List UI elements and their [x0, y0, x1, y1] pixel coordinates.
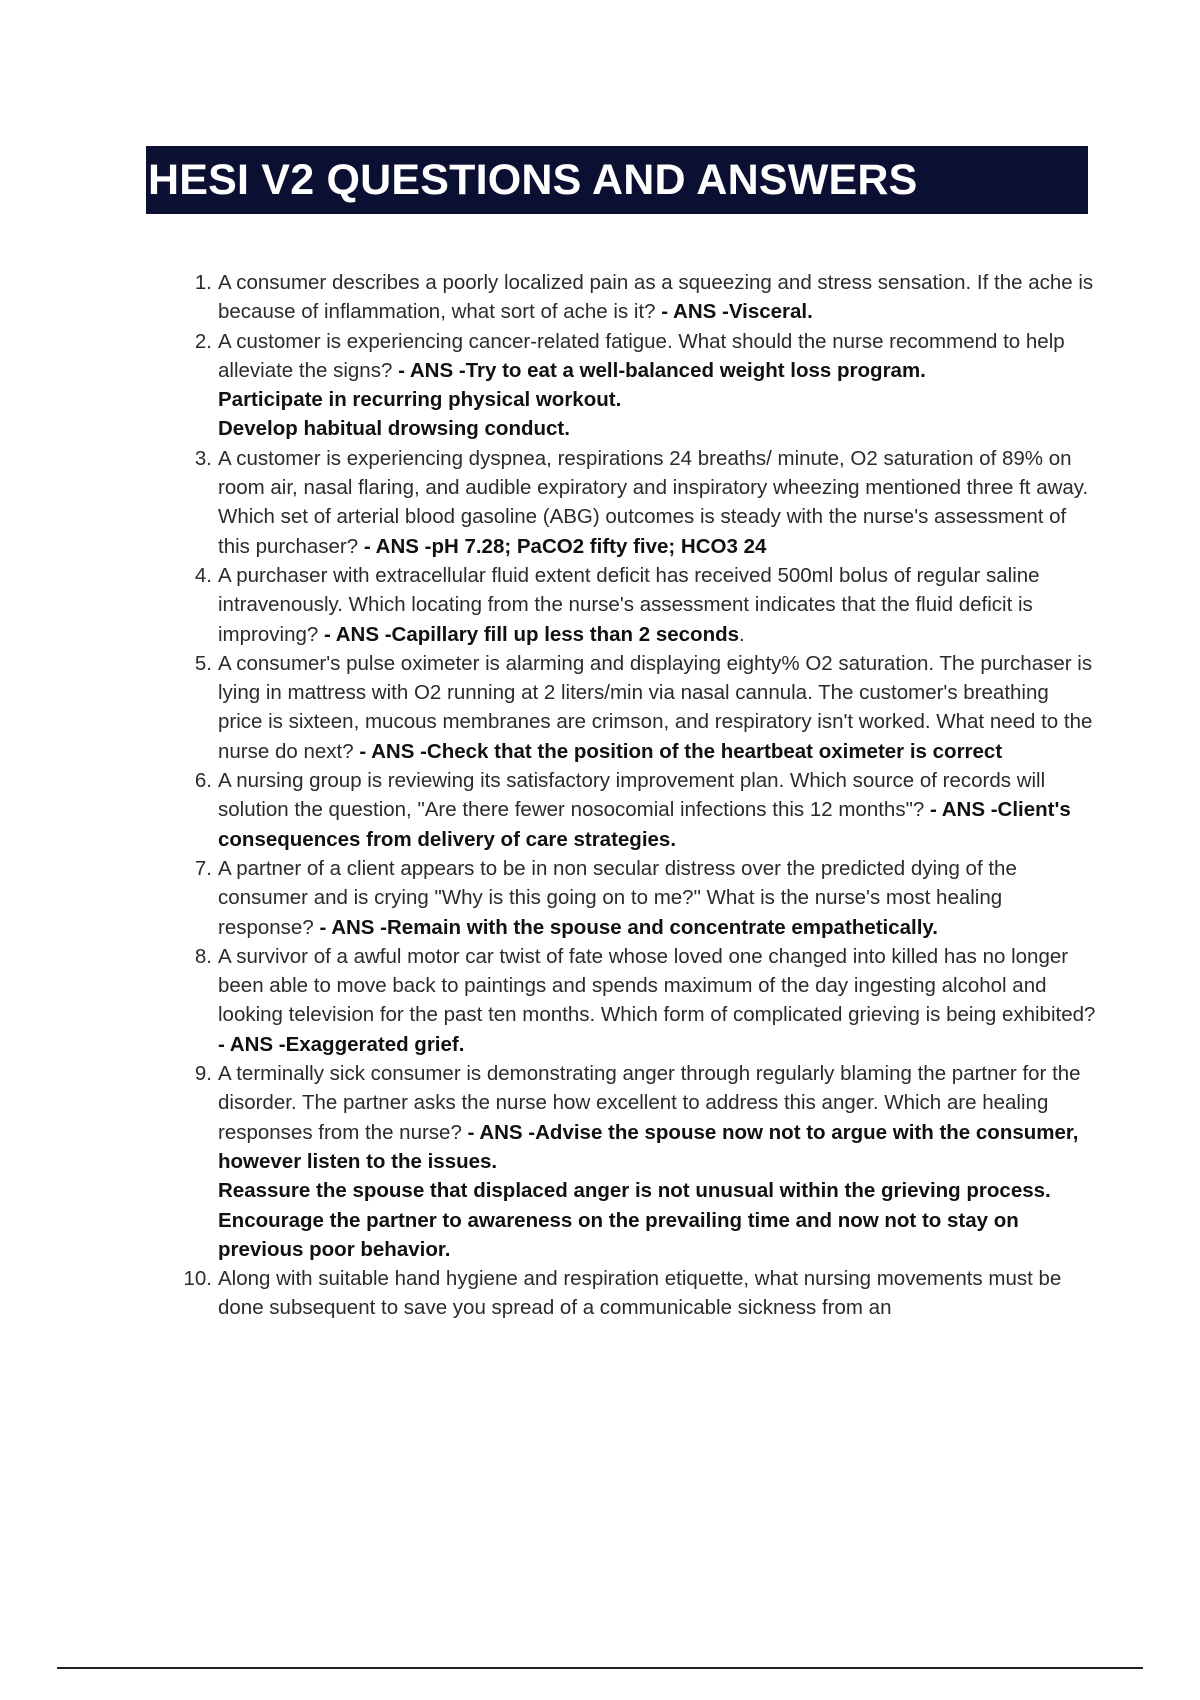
qa-item-3 — [176, 444, 1096, 561]
question-answer-list — [176, 268, 1096, 1323]
qa-item-10 — [176, 1264, 1096, 1323]
answer-line: Reassure the spouse that displaced anger is not unusual within the grieving process. — [218, 1179, 1051, 1203]
item-number: 6. — [194, 769, 212, 793]
qa-item-4 — [176, 561, 1096, 649]
item-number: 5. — [194, 651, 212, 675]
answer-text: - ANS -Exaggerated grief. — [218, 1032, 465, 1056]
item-number: 10. — [183, 1267, 212, 1291]
answer-text: - ANS -Visceral. — [661, 300, 813, 324]
footer-divider — [57, 1667, 1143, 1669]
question-text: A terminally sick consumer is demonstrating anger through regularly blaming the partner for the disorder. The partner asks the nurse how excellent to address this anger. Which are healing responses from the nurse? — [218, 1062, 1081, 1144]
question-text: A consumer's pulse oximeter is alarming and displaying eighty% O2 saturation. The purchaser is lying in mattress with O2 running at 2 liters/min via nasal cannula. The customer's breathing price is sixteen, mucous membranes are crimson, and respiratory isn't worked. What need to the nurse do next? — [218, 651, 1093, 763]
answer-text: - ANS -Check that the position of the heartbeat oximeter is correct — [359, 739, 1003, 763]
qa-item-7 — [176, 854, 1096, 942]
qa-item-8 — [176, 942, 1096, 1059]
answer-text: - ANS -pH 7.28; PaCO2 fifty five; HCO3 24 — [363, 534, 767, 558]
question-text: A nursing group is reviewing its satisfactory improvement plan. Which source of records will solution the question, "Are there fewer nosocomial infections this 12 months"? — [218, 769, 1046, 822]
answer-line: Encourage the partner to awareness on the prevailing time and now not to stay on previous poor behavior. — [218, 1208, 1019, 1261]
answer-line: Develop habitual drowsing conduct. — [218, 417, 570, 441]
question-text: A customer is experiencing dyspnea, respirations 24 breaths/ minute, O2 saturation of 89% on room air, nasal flaring, and audible expiratory and inspiratory wheezing mentioned three ft away. Which set of arterial blood gasoline (ABG) outcomes is steady with the nurse's assessment of this purchaser? — [218, 446, 1089, 558]
item-number: 8. — [194, 944, 212, 968]
question-text: A survivor of a awful motor car twist of fate whose loved one changed into killed has no longer been able to move back to paintings and spends maximum of the day ingesting alcohol and looking television for the past ten months. Which form of complicated grieving is being exhibited? — [218, 944, 1096, 1027]
item-number: 3. — [194, 446, 212, 470]
question-text: Along with suitable hand hygiene and respiration etiquette, what nursing movements must be done subsequent to save you spread of a communicable sickness from an — [218, 1267, 1062, 1320]
qa-item-5 — [176, 649, 1096, 766]
question-text: A customer is experiencing cancer-related fatigue. What should the nurse recommend to help alleviate the signs? — [218, 329, 1065, 382]
question-text: A consumer describes a poorly localized pain as a squeezing and stress sensation. If the ache is because of inflammation, what sort of ache is it? — [218, 271, 1094, 324]
qa-item-2 — [176, 327, 1096, 444]
answer-tail: . — [739, 622, 745, 646]
answer-text: - ANS -Capillary fill up less than 2 seconds — [323, 622, 740, 646]
document-title: HESI V2 QUESTIONS AND ANSWERS — [148, 155, 918, 204]
document-title-banner — [146, 146, 1088, 214]
qa-item-6 — [176, 766, 1096, 854]
answer-text: - ANS -Remain with the spouse and concentrate empathetically. — [319, 915, 938, 939]
answer-line: Participate in recurring physical workout. — [218, 388, 622, 412]
qa-item-1 — [176, 268, 1096, 327]
item-number: 1. — [194, 271, 212, 294]
question-text: A partner of a client appears to be in non secular distress over the predicted dying of the consumer and is crying "Why is this going on to me?" What is the nurse's most healing response? — [218, 856, 1017, 939]
question-text: A purchaser with extracellular fluid extent deficit has received 500ml bolus of regular saline intravenously. Which locating from the nurse's assessment indicates that the fluid deficit is improving? — [218, 563, 1040, 646]
item-number: 7. — [194, 856, 212, 880]
answer-text: - ANS -Try to eat a well-balanced weight loss program. — [398, 358, 926, 382]
answer-text: - ANS -Client's consequences from delivery of care strategies. — [218, 798, 1071, 851]
item-number: 2. — [194, 329, 212, 353]
answer-text: - ANS -Advise the spouse now not to argue with the consumer, however listen to the issues. — [218, 1120, 1079, 1173]
qa-item-9 — [176, 1059, 1096, 1264]
item-number: 4. — [194, 563, 212, 587]
item-number: 9. — [194, 1062, 212, 1086]
